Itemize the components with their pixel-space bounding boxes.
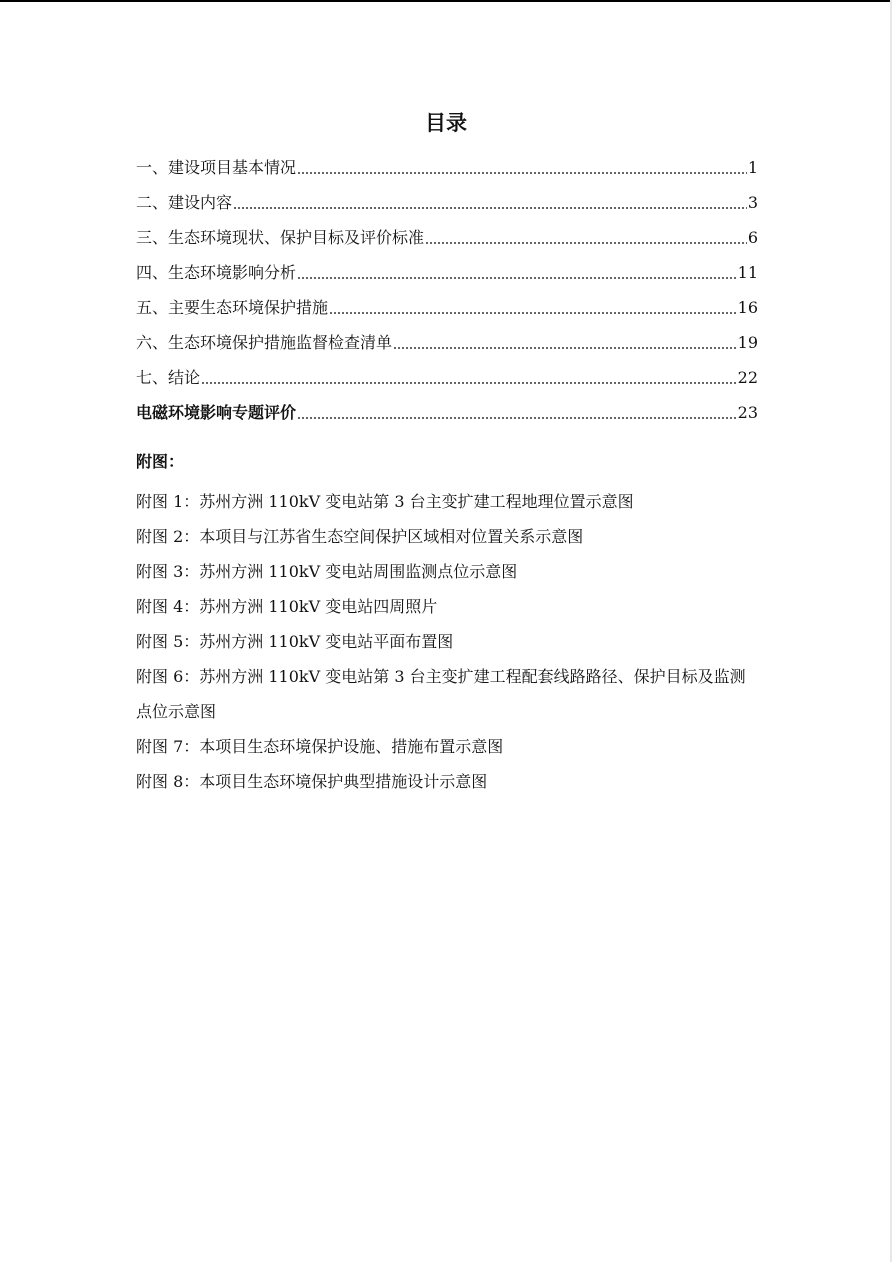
table-of-contents (136, 150, 758, 430)
dot-leader (297, 416, 737, 420)
figure-list-item: 附图 8：本项目生态环境保护典型措施设计示意图 (136, 772, 488, 791)
figure-list-item: 附图 5：苏州方洲 110kV 变电站平面布置图 (136, 632, 454, 651)
dot-leader (233, 206, 747, 210)
page-title: 目录 (425, 111, 467, 135)
dot-leader (425, 241, 747, 245)
toc-entry-label: 一、建设项目基本情况 (136, 158, 297, 177)
toc-entry-label: 四、生态环境影响分析 (136, 263, 297, 282)
toc-entry[interactable] (136, 150, 758, 185)
toc-entry-page: 6 (747, 228, 758, 247)
toc-entry-page: 11 (737, 263, 758, 282)
figure-list-item: 附图 3：苏州方洲 110kV 变电站周围监测点位示意图 (136, 562, 518, 581)
dot-leader (297, 171, 747, 175)
toc-entry[interactable] (136, 255, 758, 290)
figure-list-item: 附图 6：苏州方洲 110kV 变电站第 3 台主变扩建工程配套线路路径、保护目标及监测点位示意图 (136, 667, 746, 721)
dot-leader (329, 311, 737, 315)
figure-list-item: 附图 4：苏州方洲 110kV 变电站四周照片 (136, 597, 438, 616)
toc-entry-page: 19 (737, 333, 758, 352)
toc-entry[interactable] (136, 185, 758, 220)
toc-entry-label: 五、主要生态环境保护措施 (136, 298, 329, 317)
figure-list-item: 附图 7：本项目生态环境保护设施、措施布置示意图 (136, 737, 504, 756)
figures-heading: 附图： (136, 452, 185, 471)
toc-entry-page: 3 (747, 193, 758, 212)
figure-list-item: 附图 1：苏州方洲 110kV 变电站第 3 台主变扩建工程地理位置示意图 (136, 492, 634, 511)
toc-entry[interactable] (136, 325, 758, 360)
toc-entry-label: 电磁环境影响专题评价 (136, 403, 297, 422)
figures-list (136, 484, 758, 799)
toc-entry-label: 六、生态环境保护措施监督检查清单 (136, 333, 393, 352)
toc-entry-page: 1 (747, 158, 758, 177)
toc-entry-label: 二、建设内容 (136, 193, 233, 212)
toc-entry[interactable] (136, 360, 758, 395)
page-top-border (0, 0, 892, 2)
toc-entry-label: 三、生态环境现状、保护目标及评价标准 (136, 228, 425, 247)
dot-leader (393, 346, 737, 350)
toc-entry-page: 22 (737, 368, 758, 387)
dot-leader (297, 276, 737, 280)
toc-entry-label: 七、结论 (136, 368, 201, 387)
toc-entry[interactable] (136, 395, 758, 430)
toc-entry-page: 23 (737, 403, 758, 422)
dot-leader (201, 381, 737, 385)
figure-list-item: 附图 2：本项目与江苏省生态空间保护区域相对位置关系示意图 (136, 527, 584, 546)
toc-entry[interactable] (136, 290, 758, 325)
toc-entry-page: 16 (737, 298, 758, 317)
toc-entry[interactable] (136, 220, 758, 255)
